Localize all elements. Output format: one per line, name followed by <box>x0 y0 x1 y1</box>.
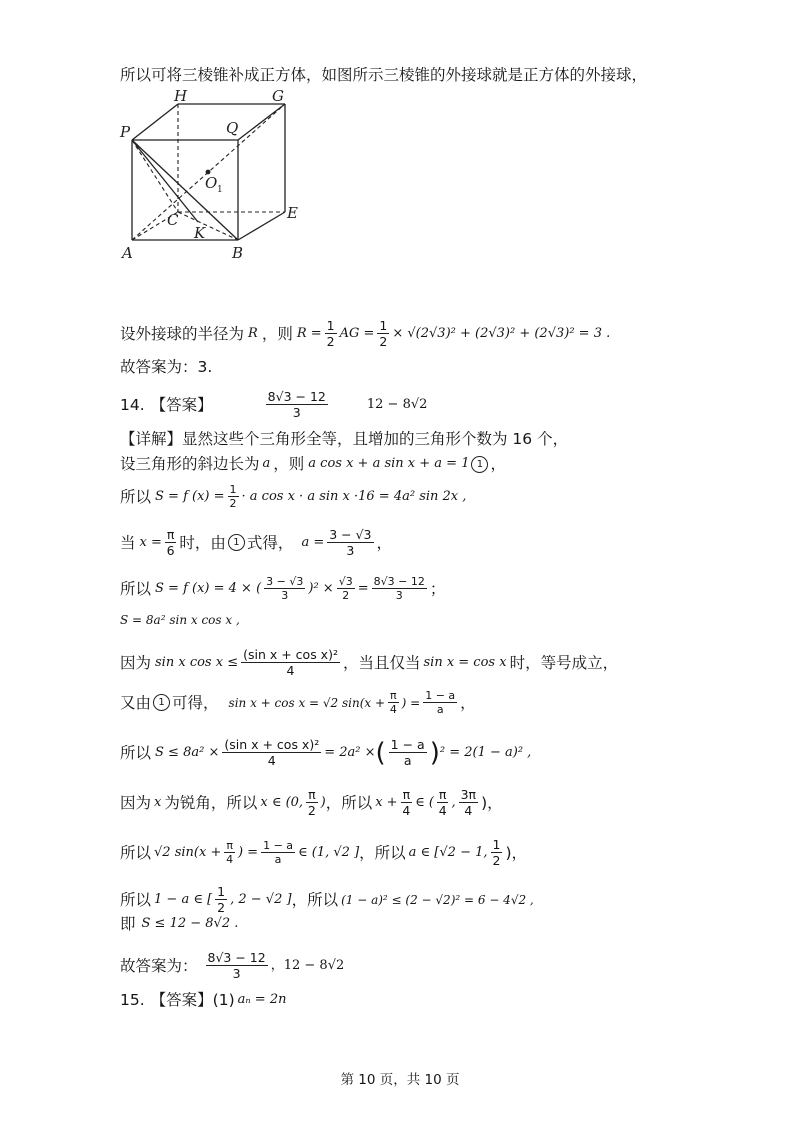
radius-var: R <box>248 325 258 341</box>
detail-line-3: 所以 S = f (x) = $\frac{1}{2}$ · a cos x · a sin x ·16 = 4a² sin 2x , <box>120 483 467 510</box>
label-B: B <box>232 244 244 262</box>
question-14-header <box>120 389 427 420</box>
label-C: C <box>167 211 179 229</box>
label-H: H <box>174 88 188 105</box>
radius-line <box>120 318 610 349</box>
detail-line-10: 因为 x 为锐角，所以 x ∈ (0, $\frac{\pi}{2}$ ) ，所以 x + $\frac{\pi}{4}$ ∈ ( $\frac{\pi}{4}$ , $\frac{3\pi}{4}$ )， <box>120 787 503 818</box>
detail-line-9: 所以 S ≤ 8a² × $\frac{\text{(sin x + cos x)²}}{4}$ = 2a² × ( $\frac{1 - a}{a}$ ) ² = 2(1 − a)² , <box>120 737 532 768</box>
detail-line-8: 又由 1 可得， sin x + cos x = √2 sin(x + $\frac{\pi}{4}$ ) = $\frac{1 - a}{a}$ ， <box>120 689 476 716</box>
detail-line-13: 即 S ≤ 12 − 8√2 . <box>120 915 239 933</box>
detail-line-6: S = 8a² sin x cos x , <box>120 613 240 627</box>
detail-line-2: 设三角形的斜边长为 a ，则 a cos x + a sin x + a = 1 1 ， <box>120 455 506 473</box>
q14-tag: 【答案】 <box>150 395 213 414</box>
intro-line: 所以可将三棱锥补成正方体，如图所示三棱锥的外接球就是正方体的外接球， <box>120 66 648 84</box>
detail-line-1: 【详解】显然这些个三角形全等，且增加的三角形个数为 16 个， <box>120 430 569 448</box>
label-A: A <box>122 244 133 262</box>
label-P: P <box>120 123 131 141</box>
fraction-half: $\frac{1}{2}$ <box>326 318 335 349</box>
label-K: K <box>194 224 206 242</box>
label-O1-sub: 1 <box>217 185 223 195</box>
radius-expr-c: × √(2√3)² + (2√3)² + (2√3)² = 3 . <box>392 325 611 341</box>
edge-PH <box>132 104 178 140</box>
edge-CB <box>178 212 238 240</box>
circled-one: 1 <box>471 456 488 473</box>
edge-QG <box>238 104 285 140</box>
detail-line-14: 故答案为： $\frac{8√3 - 12}{3}$ ，12 − 8√2 <box>120 950 345 981</box>
label-Q: Q <box>226 119 239 137</box>
label-O1: O <box>205 174 218 192</box>
q14-answer-2: 12 − 8√2 <box>366 396 428 412</box>
edge-BE <box>238 212 285 240</box>
detail-line-4: 当 x = $\frac{\pi}{6}$ 时，由 1 式得， a = $\frac{3 - √3}{3}$ ， <box>120 527 393 558</box>
detail-line-5: 所以 S = f (x) = 4 × ( $\frac{3 - √3}{3}$ )² × $\frac{√3}{2}$ = $\frac{8√3 - 12}{3}$ ； <box>120 575 446 602</box>
edge-PK <box>132 140 198 222</box>
radius-expr-a: R = <box>296 325 322 341</box>
question-15-header: 15. 【答案】 (1) aₙ = 2n <box>120 991 287 1009</box>
radius-mid: ，则 <box>261 324 293 343</box>
fraction-half-2: $\frac{1}{2}$ <box>379 318 388 349</box>
answer-13: 故答案为：3. <box>120 358 213 376</box>
label-E: E <box>287 204 298 222</box>
detail-line-7: 因为 sin x cos x ≤ $\frac{\text{(sin x + cos x)²}}{4}$ ，当且仅当 sin x = cos x 时，等号成立， <box>120 647 619 678</box>
cube-figure <box>118 88 318 268</box>
q14-number: 14. <box>120 395 145 414</box>
label-G: G <box>272 88 284 105</box>
detail-line-11: 所以 √2 sin(x + $\frac{\pi}{4}$ ) = $\frac{1 - a}{a}$ ∈ (1, √2 ] ，所以 a ∈ [√2 − 1, $\frac{1}{2}$ )， <box>120 837 528 868</box>
page-footer: 第 10 页，共 10 页 <box>340 1072 460 1088</box>
radius-prefix: 设外接球的半径为 <box>120 324 245 343</box>
detail-line-12: 所以 1 − a ∈ [ $\frac{1}{2}$ , 2 − √2 ] ，所以 (1 − a)² ≤ (2 − √2)² = 6 − 4√2 , <box>120 884 534 915</box>
radius-expr-b: AG = <box>339 325 375 341</box>
q14-answer-fraction: $\frac{8√3 - 12}{3}$ <box>267 389 326 420</box>
